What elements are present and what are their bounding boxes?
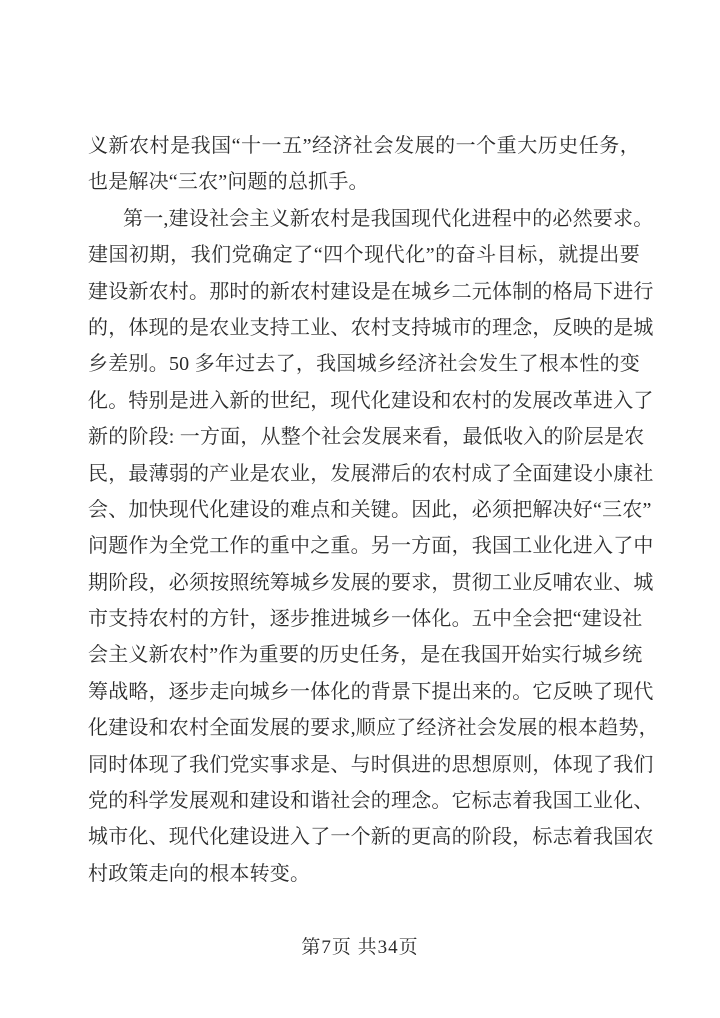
text-line: 会主义新农村”作为重要的历史任务，是在我国开始实行城乡统: [88, 644, 643, 667]
text-line: 问题作为全党工作的重中之重。另一方面，我国工业化进入了中: [88, 535, 654, 558]
text-line: 建国初期，我们党确定了“四个现代化”的奋斗目标，就提出要: [88, 244, 640, 267]
text-line: 建设新农村。那时的新农村建设是在城乡二元体制的格局下进行: [88, 280, 654, 303]
text-line: 也是解决“三农”问题的总抓手。: [88, 171, 369, 194]
page-text: [88, 128, 659, 892]
text-line: 民，最薄弱的产业是农业，发展滞后的农村成了全面建设小康社: [88, 462, 654, 485]
text-line: 第一,建设社会主义新农村是我国现代化进程中的必然要求。: [123, 207, 654, 230]
text-line: 会、加快现代化建设的难点和关键。因此，必须把解决好“三农”: [88, 498, 652, 521]
text-line: 的，体现的是农业支持工业、农村支持城市的理念，反映的是城: [88, 316, 654, 339]
text-line: 城市化、现代化建设进入了一个新的更高的阶段，标志着我国农: [88, 826, 654, 849]
text-line: 村政策走向的根本转变。: [88, 862, 311, 885]
text-line: 新的阶段: 一方面，从整个社会发展来看，最低收入的阶层是农: [88, 426, 645, 449]
text-line: 乡差别。50 多年过去了，我国城乡经济社会发生了根本性的变: [88, 353, 640, 376]
text-line: 同时体现了我们党实事求是、与时俱进的思想原则，体现了我们: [88, 753, 654, 776]
text-line: 义新农村是我国“十一五”经济社会发展的一个重大历史任务，: [88, 135, 640, 157]
page-number: 第7页 共34页: [301, 937, 419, 958]
text-line: 化。特别是进入新的世纪，现代化建设和农村的发展改革进入了: [88, 389, 654, 412]
text-line: 期阶段，必须按照统筹城乡发展的要求，贯彻工业反哺农业、城: [88, 571, 654, 594]
text-line: 党的科学发展观和建设和谐社会的理念。它标志着我国工业化、: [88, 790, 654, 813]
text-line: 市支持农村的方针，逐步推进城乡一体化。五中全会把“建设社: [88, 608, 643, 631]
text-line: 化建设和农村全面发展的要求,顺应了经济社会发展的根本趋势，: [88, 717, 659, 740]
text-line: 筹战略，逐步走向城乡一体化的背景下提出来的。它反映了现代: [88, 680, 654, 703]
